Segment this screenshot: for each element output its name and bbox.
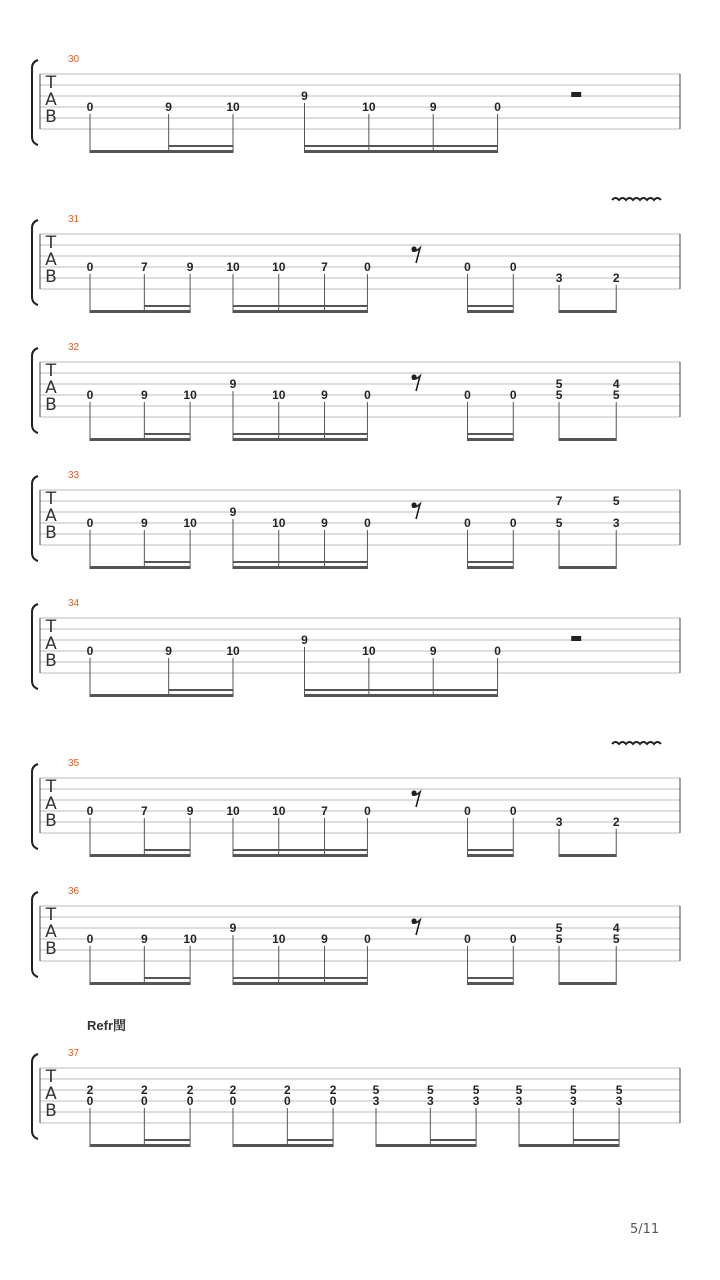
fret-number: 9 bbox=[429, 644, 437, 658]
beam-secondary bbox=[233, 977, 367, 979]
beam-secondary bbox=[233, 305, 367, 307]
beam bbox=[90, 694, 233, 697]
tab-letter-t: T bbox=[45, 73, 57, 93]
tab-letter-t: T bbox=[45, 777, 57, 797]
beam bbox=[468, 310, 514, 313]
page-number: 5/11 bbox=[630, 1222, 660, 1237]
tab-letter-b: B bbox=[45, 811, 57, 831]
fret-number: 0 bbox=[494, 100, 501, 114]
fret-number: 10 bbox=[362, 644, 376, 658]
fret-number: 0 bbox=[494, 644, 501, 658]
fret-number: 10 bbox=[226, 644, 240, 658]
system-bracket bbox=[32, 60, 38, 145]
beam bbox=[376, 1144, 476, 1147]
tab-letter-b: B bbox=[45, 651, 57, 671]
tab-letter-t: T bbox=[45, 233, 57, 253]
beam bbox=[305, 150, 498, 153]
fret-number: 10 bbox=[183, 516, 197, 530]
fret-number: 0 bbox=[509, 260, 517, 274]
measure-number: 35 bbox=[68, 758, 80, 769]
tab-letter-t: T bbox=[45, 1067, 57, 1087]
beam-secondary bbox=[144, 849, 190, 851]
beam bbox=[233, 854, 367, 857]
beam bbox=[559, 854, 616, 857]
beam bbox=[90, 854, 190, 857]
fret-number: 0 bbox=[509, 804, 517, 818]
fret-number: 4 bbox=[612, 921, 620, 935]
beam bbox=[233, 982, 367, 985]
tab-letter-t: T bbox=[45, 361, 57, 381]
beam-secondary bbox=[430, 1139, 476, 1141]
fret-number: 3 bbox=[555, 815, 563, 829]
measure-number: 33 bbox=[68, 470, 80, 481]
tab-letter-b: B bbox=[45, 107, 57, 127]
fret-number: 9 bbox=[229, 921, 237, 935]
fret-number: 9 bbox=[140, 932, 148, 946]
half-rest bbox=[571, 636, 581, 641]
system-bracket bbox=[32, 1054, 38, 1139]
fret-number: 10 bbox=[272, 388, 286, 402]
fret-number: 5 bbox=[555, 377, 563, 391]
fret-number: 9 bbox=[301, 633, 308, 647]
fret-number: 5 bbox=[555, 932, 563, 946]
beam-secondary bbox=[144, 305, 190, 307]
vibrato-mark bbox=[612, 198, 661, 200]
fret-number: 10 bbox=[226, 100, 240, 114]
beam bbox=[233, 438, 367, 441]
fret-number: 10 bbox=[272, 932, 286, 946]
fret-number: 0 bbox=[364, 260, 371, 274]
fret-number: 10 bbox=[226, 260, 240, 274]
fret-number: 5 bbox=[472, 1083, 480, 1097]
tab-letter-b: B bbox=[45, 523, 57, 543]
beam bbox=[90, 566, 190, 569]
fret-number: 2 bbox=[612, 271, 620, 285]
beam-secondary bbox=[233, 849, 367, 851]
fret-number: 0 bbox=[509, 516, 517, 530]
beam-secondary bbox=[468, 849, 514, 851]
fret-number: 0 bbox=[464, 932, 471, 946]
beam-secondary bbox=[169, 145, 233, 147]
fret-number: 3 bbox=[612, 516, 620, 530]
fret-number: 5 bbox=[612, 494, 620, 508]
beam bbox=[468, 566, 514, 569]
tab-letter-a: A bbox=[45, 90, 57, 110]
beam bbox=[468, 854, 514, 857]
beam-secondary bbox=[468, 977, 514, 979]
system-bracket bbox=[32, 476, 38, 561]
beam bbox=[90, 1144, 190, 1147]
fret-number: 4 bbox=[612, 377, 620, 391]
fret-number: 9 bbox=[321, 932, 328, 946]
fret-number: 0 bbox=[86, 260, 94, 274]
measure-number: 31 bbox=[68, 214, 80, 225]
fret-number: 5 bbox=[569, 1083, 577, 1097]
fret-number: 0 bbox=[464, 388, 471, 402]
beam-secondary bbox=[468, 433, 514, 435]
fret-number: 0 bbox=[86, 516, 94, 530]
vibrato-mark bbox=[612, 742, 661, 744]
beam-secondary bbox=[287, 1139, 333, 1141]
fret-number: 9 bbox=[186, 804, 194, 818]
measure-number: 32 bbox=[68, 342, 80, 353]
tab-letter-a: A bbox=[45, 922, 57, 942]
beam bbox=[559, 982, 616, 985]
tab-letter-a: A bbox=[45, 634, 57, 654]
beam bbox=[233, 1144, 333, 1147]
fret-number: 5 bbox=[615, 1083, 623, 1097]
tab-letter-a: A bbox=[45, 1084, 57, 1104]
fret-number: 2 bbox=[329, 1083, 337, 1097]
measure-number: 36 bbox=[68, 886, 80, 897]
fret-number: 3 bbox=[372, 1094, 380, 1108]
beam-secondary bbox=[305, 145, 498, 147]
beam bbox=[90, 982, 190, 985]
fret-number: 2 bbox=[283, 1083, 291, 1097]
tab-letter-b: B bbox=[45, 267, 57, 287]
fret-number: 0 bbox=[86, 1094, 94, 1108]
beam bbox=[233, 310, 367, 313]
measure-number: 34 bbox=[68, 598, 80, 609]
beam bbox=[233, 566, 367, 569]
fret-number: 2 bbox=[229, 1083, 237, 1097]
system-bracket bbox=[32, 220, 38, 305]
beam bbox=[90, 150, 233, 153]
tab-letter-b: B bbox=[45, 1101, 57, 1121]
fret-number: 5 bbox=[426, 1083, 434, 1097]
fret-number: 10 bbox=[183, 932, 197, 946]
fret-number: 5 bbox=[372, 1083, 380, 1097]
fret-number: 2 bbox=[140, 1083, 148, 1097]
beam-secondary bbox=[305, 689, 498, 691]
beam-secondary bbox=[144, 977, 190, 979]
beam bbox=[90, 310, 190, 313]
fret-number: 10 bbox=[272, 260, 286, 274]
measure-number: 37 bbox=[68, 1048, 80, 1059]
system-bracket bbox=[32, 348, 38, 433]
beam bbox=[559, 310, 616, 313]
fret-number: 9 bbox=[229, 377, 237, 391]
fret-number: 0 bbox=[140, 1094, 148, 1108]
fret-number: 0 bbox=[86, 388, 94, 402]
fret-number: 0 bbox=[509, 932, 517, 946]
beam-secondary bbox=[233, 561, 367, 563]
fret-number: 0 bbox=[86, 644, 94, 658]
beam-secondary bbox=[233, 433, 367, 435]
fret-number: 9 bbox=[165, 100, 172, 114]
fret-number: 0 bbox=[464, 260, 471, 274]
fret-number: 9 bbox=[140, 388, 148, 402]
beam bbox=[90, 438, 190, 441]
half-rest bbox=[571, 92, 581, 97]
tab-letter-a: A bbox=[45, 250, 57, 270]
fret-number: 5 bbox=[555, 516, 563, 530]
fret-number: 9 bbox=[186, 260, 194, 274]
tab-letter-t: T bbox=[45, 489, 57, 509]
fret-number: 7 bbox=[140, 804, 148, 818]
beam bbox=[559, 438, 616, 441]
beam bbox=[305, 694, 498, 697]
fret-number: 9 bbox=[321, 388, 328, 402]
beam bbox=[468, 982, 514, 985]
beam-secondary bbox=[573, 1139, 619, 1141]
fret-number: 0 bbox=[364, 932, 371, 946]
beam bbox=[519, 1144, 619, 1147]
fret-number: 3 bbox=[615, 1094, 623, 1108]
fret-number: 5 bbox=[555, 388, 563, 402]
fret-number: 9 bbox=[229, 505, 237, 519]
fret-number: 5 bbox=[515, 1083, 523, 1097]
beam-secondary bbox=[144, 433, 190, 435]
system-bracket bbox=[32, 764, 38, 849]
fret-number: 0 bbox=[364, 516, 371, 530]
fret-number: 5 bbox=[612, 388, 620, 402]
fret-number: 0 bbox=[229, 1094, 237, 1108]
beam-secondary bbox=[468, 561, 514, 563]
fret-number: 0 bbox=[464, 804, 471, 818]
fret-number: 3 bbox=[515, 1094, 523, 1108]
fret-number: 0 bbox=[464, 516, 471, 530]
fret-number: 0 bbox=[364, 804, 371, 818]
system-bracket bbox=[32, 604, 38, 689]
fret-number: 0 bbox=[329, 1094, 337, 1108]
fret-number: 3 bbox=[472, 1094, 480, 1108]
fret-number: 0 bbox=[364, 388, 371, 402]
fret-number: 5 bbox=[612, 932, 620, 946]
fret-number: 0 bbox=[186, 1094, 194, 1108]
tab-letter-t: T bbox=[45, 905, 57, 925]
beam-secondary bbox=[144, 561, 190, 563]
fret-number: 10 bbox=[272, 516, 286, 530]
fret-number: 2 bbox=[86, 1083, 94, 1097]
fret-number: 0 bbox=[283, 1094, 291, 1108]
system-bracket bbox=[32, 892, 38, 977]
tab-letter-t: T bbox=[45, 617, 57, 637]
fret-number: 9 bbox=[140, 516, 148, 530]
fret-number: 7 bbox=[321, 260, 328, 274]
section-label: Refr閏 bbox=[87, 1018, 127, 1033]
fret-number: 7 bbox=[140, 260, 148, 274]
fret-number: 9 bbox=[429, 100, 437, 114]
tab-letter-b: B bbox=[45, 395, 57, 415]
tab-letter-a: A bbox=[45, 506, 57, 526]
fret-number: 10 bbox=[362, 100, 376, 114]
fret-number: 10 bbox=[226, 804, 240, 818]
fret-number: 10 bbox=[183, 388, 197, 402]
beam bbox=[559, 566, 616, 569]
beam-secondary bbox=[169, 689, 233, 691]
fret-number: 0 bbox=[86, 932, 94, 946]
fret-number: 7 bbox=[555, 494, 563, 508]
fret-number: 10 bbox=[272, 804, 286, 818]
fret-number: 0 bbox=[509, 388, 517, 402]
fret-number: 0 bbox=[86, 804, 94, 818]
fret-number: 2 bbox=[612, 815, 620, 829]
tab-letter-b: B bbox=[45, 939, 57, 959]
fret-number: 9 bbox=[165, 644, 172, 658]
fret-number: 9 bbox=[321, 516, 328, 530]
fret-number: 2 bbox=[186, 1083, 194, 1097]
tab-letter-a: A bbox=[45, 794, 57, 814]
measure-number: 30 bbox=[68, 54, 80, 65]
fret-number: 0 bbox=[86, 100, 94, 114]
beam-secondary bbox=[468, 305, 514, 307]
fret-number: 3 bbox=[569, 1094, 577, 1108]
fret-number: 3 bbox=[426, 1094, 434, 1108]
beam-secondary bbox=[144, 1139, 190, 1141]
fret-number: 7 bbox=[321, 804, 328, 818]
fret-number: 5 bbox=[555, 921, 563, 935]
fret-number: 3 bbox=[555, 271, 563, 285]
fret-number: 9 bbox=[301, 89, 308, 103]
beam bbox=[468, 438, 514, 441]
tab-letter-a: A bbox=[45, 378, 57, 398]
